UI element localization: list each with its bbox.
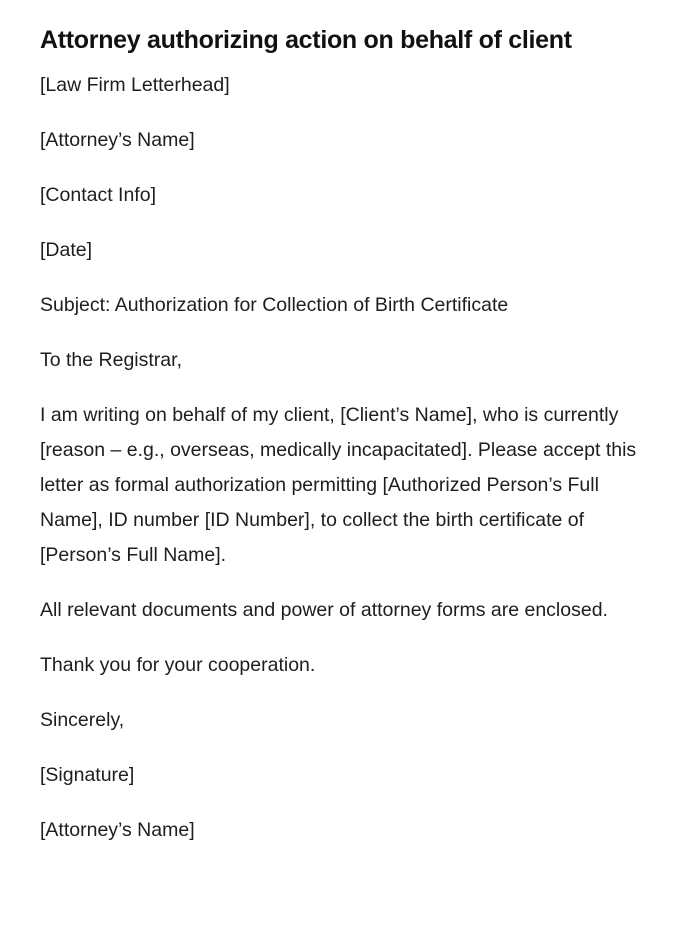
closing-thanks: Thank you for your cooperation. bbox=[40, 654, 316, 676]
contact-info-placeholder: [Contact Info] bbox=[40, 184, 156, 206]
signature-placeholder: [Signature] bbox=[40, 764, 135, 786]
body-paragraph-authorization: I am writing on behalf of my client, [Client’s Name], who is currently [reason – e.g., overseas, medically incapacitated]. Please accept this letter as formal authorization permitting [Authorized Person’s Full Name], ID number [ID Number], to collect the birth certificate of [Person’s Full Name]. bbox=[40, 404, 637, 566]
sign-off: Sincerely, bbox=[40, 709, 125, 731]
salutation: To the Registrar, bbox=[40, 349, 182, 371]
letterhead-placeholder: [Law Firm Letterhead] bbox=[40, 74, 230, 96]
attorney-name-placeholder: [Attorney’s Name] bbox=[40, 129, 195, 151]
document-title: Attorney authorizing action on behalf of client bbox=[40, 26, 572, 54]
body-paragraph-enclosures: All relevant documents and power of attorney forms are enclosed. bbox=[40, 599, 608, 621]
subject-line: Subject: Authorization for Collection of Birth Certificate bbox=[40, 294, 509, 316]
letter-document bbox=[40, 22, 640, 868]
attorney-name-closing-placeholder: [Attorney’s Name] bbox=[40, 819, 195, 841]
date-placeholder: [Date] bbox=[40, 239, 93, 261]
